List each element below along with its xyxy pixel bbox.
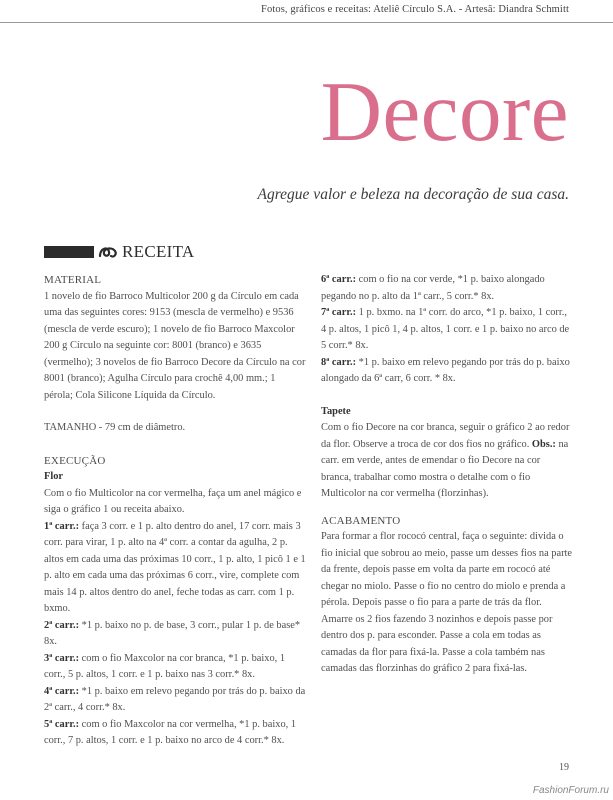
page-subtitle: Agregue valor e beleza na decoração de sua casa. [257, 186, 569, 203]
right-column [321, 272, 573, 678]
row-instruction [44, 519, 306, 618]
section-header [44, 243, 195, 261]
row-instruction [321, 272, 573, 305]
row-text: *1 p. baixo em relevo pegando por trás do p. baixo da 2ª carr., 4 corr.* 8x. [44, 685, 306, 713]
rug-text [321, 420, 573, 503]
row-label: 5ª carr.: [44, 718, 80, 730]
row-instruction [321, 355, 573, 388]
flower-heading: Flor [44, 471, 64, 482]
row-instruction [44, 717, 306, 750]
credits-rule [0, 22, 613, 23]
row-text: *1 p. baixo no p. de base, 3 corr., pular 1 p. de base* 8x. [44, 619, 301, 647]
row-label: 1ª carr.: [44, 520, 80, 532]
row-text: *1 p. baixo em relevo pegando por trás do p. baixo alongado da 6ª carr, 6 corr. * 8x. [321, 356, 570, 384]
watermark: FashionForum.ru [532, 785, 609, 796]
row-text: 1 p. bxmo. na 1ª corr. do arco, *1 p. baixo, 1 corr., 4 p. altos, 1 picô 1, 4 p. altos, 1 corr. e 1 p. baixo no arco de 5 corr.* 8x. [321, 307, 570, 351]
row-instruction [44, 651, 306, 684]
material-heading: MATERIAL [44, 274, 102, 286]
yarn-swirl-icon [98, 244, 118, 260]
row-label: 2ª carr.: [44, 619, 80, 631]
rug-text-part2: na carr. em verde, antes de emendar o fio Decore na cor branca, trabalhar como mostra o detalhe com o fio Multicolor na cor vermelha (florzinhas). [321, 438, 569, 499]
row-label: 6ª carr.: [321, 274, 357, 285]
obs-label: Obs.: [531, 438, 556, 450]
finishing-heading: ACABAMENTO [321, 514, 401, 527]
material-text: 1 novelo de fio Barroco Multicolor 200 g da Círculo em cada uma das seguintes cores: 9153 (mescla de vermelho) e 9536 (mescla de verde escuro); 1 novelo de fio Barroco Maxcolor 200 g Círculo na seguinte cor: 8001 (branco) e 3635 (vermelho); 3 novelos de fio Barroco Decore da Círculo na cor 8001 (branco); Agulha Círculo para crochê 4,00 mm.; 1 pérola; Cola Silicone Líquida da Círculo. [44, 290, 306, 401]
row-label: 4ª carr.: [44, 685, 80, 697]
credits-line: Fotos, gráficos e receitas: Ateliê Círculo S.A. - Artesã: Diandra Schmitt [261, 4, 569, 15]
row-instruction [321, 305, 573, 355]
rug-heading: Tapete [321, 405, 351, 417]
row-instruction [44, 684, 306, 717]
page-title: Decore [320, 65, 569, 159]
row-label: 8ª carr.: [321, 356, 357, 368]
row-text: com o fio na cor verde, *1 p. baixo alongado pegando no p. alto da 1ª carr., 5 corr.* 8x. [321, 274, 545, 302]
finishing-text: Para formar a flor rococó central, faça o seguinte: divida o fio inicial que sobrou ao meio, passe um desses fios na parte da frente, depois passe em volta da parte em rococó até chegar no miolo. Passe o fio no centro do miolo e prenda a pérola. Depois passe o fio para a parte de trás da flor. Amarre os 2 fios fazendo 3 nozinhos e depois passe por dentro dos p. para esconder. Passe a cola em todas as camadas da flor para fixá-la. Passe a cola também nas camadas das florzinhas do gráfico 2 para fixá-las. [321, 531, 573, 674]
row-text: com o fio Maxcolor na cor vermelha, *1 p. baixo, 1 corr., 7 p. altos, 1 corr. e 1 p. baixo no arco de 4 corr.* 8x. [44, 718, 297, 746]
row-instruction [44, 618, 306, 651]
section-label: RECEITA [122, 242, 195, 261]
flower-intro: Com o fio Multicolor na cor vermelha, faça um anel mágico e siga o gráfico 1 ou receita abaixo. [44, 487, 302, 515]
row-text: com o fio Maxcolor na cor branca, *1 p. baixo, 1 corr., 5 p. altos, 1 corr. e 1 p. baixo nas 3 corr.* 8x. [44, 652, 286, 680]
row-label: 3ª carr.: [44, 652, 80, 664]
row-text: faça 3 corr. e 1 p. alto dentro do anel, 17 corr. mais 3 corr. para virar, 1 p. alto na 4ª corr. a contar da agulha, 2 p. altos em cada uma das próximas 10 corr., 1 p. alto, 1 picô 1 e 1 p. alto em cada uma das próximas 6 corr., vire, complete com mais 14 p. altos dentro do anel, feche todas as carr. com 1 p. bxmo. [44, 520, 306, 614]
execution-heading: EXECUÇÃO [44, 454, 106, 467]
page-number: 19 [559, 762, 569, 773]
size-text: TAMANHO - 79 cm de diâmetro. [44, 422, 186, 433]
row-label: 7ª carr.: [321, 307, 357, 318]
section-bar [44, 246, 94, 258]
rug-text-part1: Com o fio Decore na cor branca, seguir o gráfico 2 ao redor da flor. Observe a troca de cor dos fios no gráfico. [321, 422, 570, 450]
left-column [44, 272, 306, 750]
